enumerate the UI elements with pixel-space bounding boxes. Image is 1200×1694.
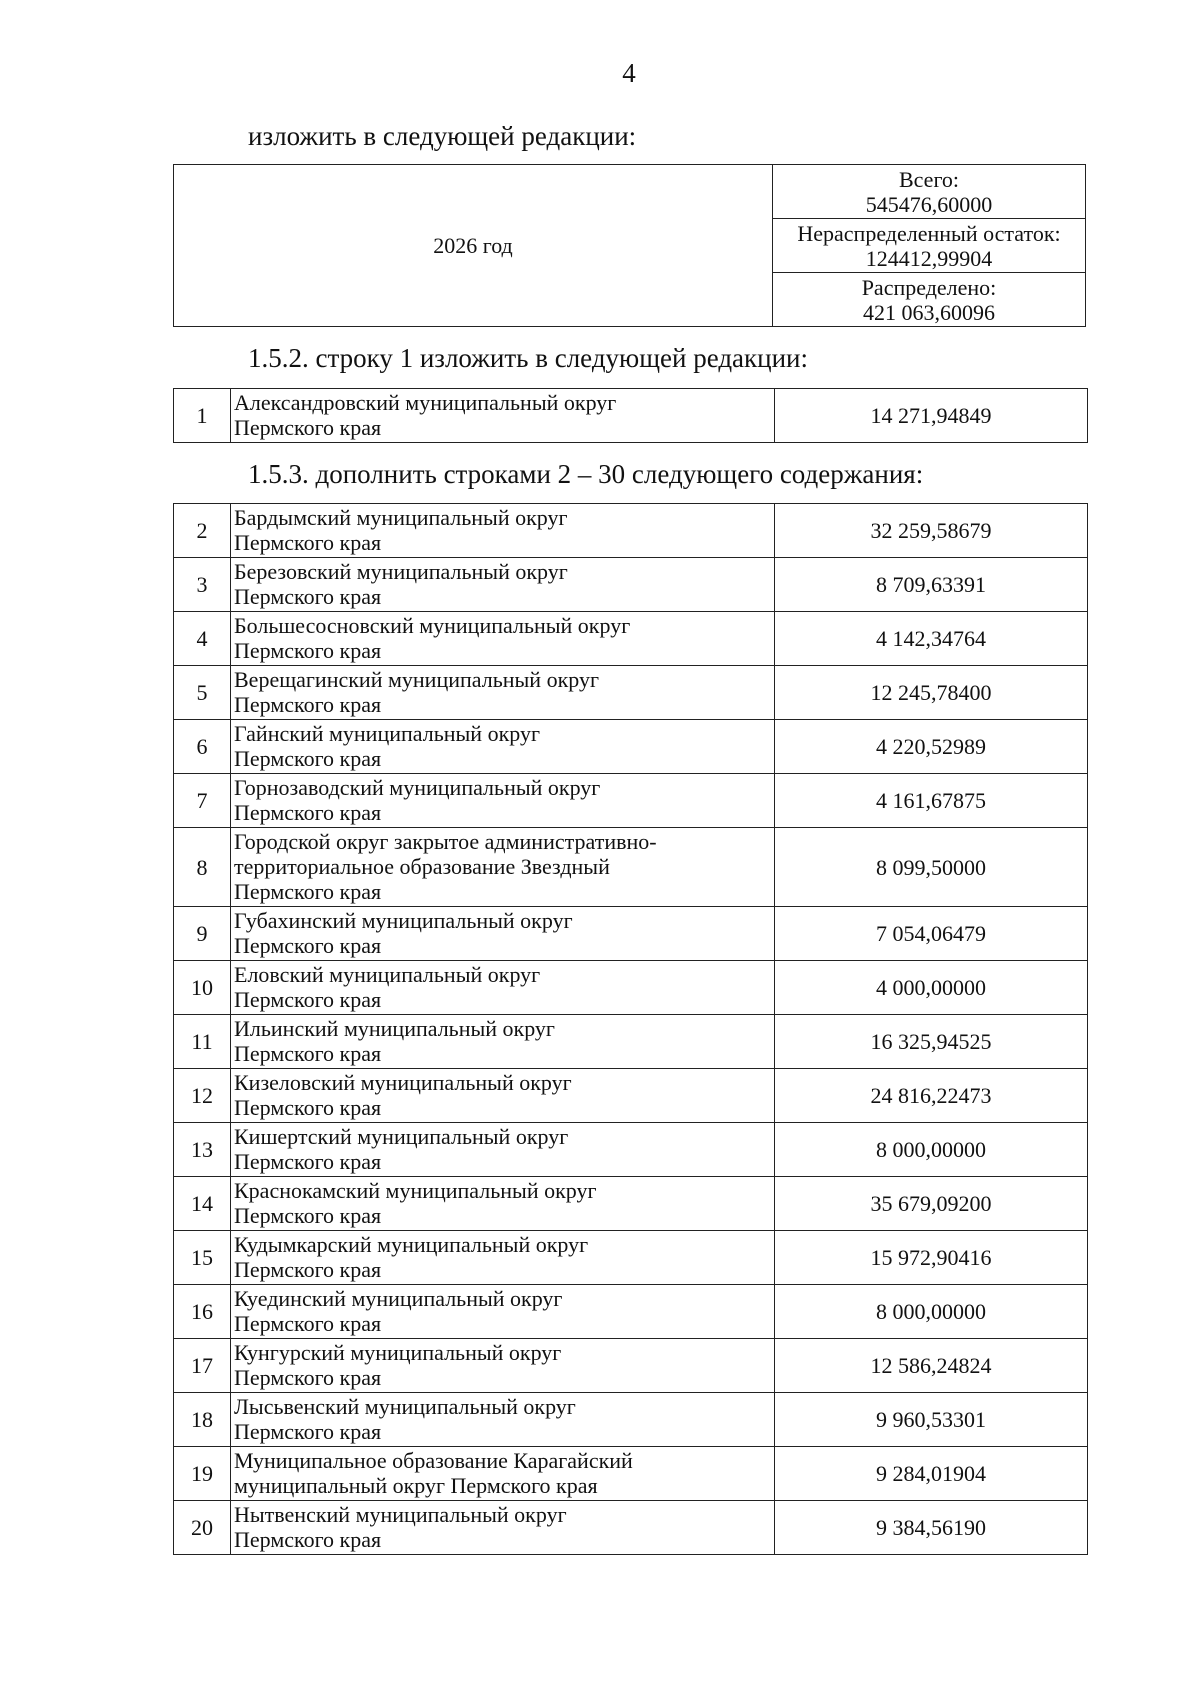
row-number: 20: [174, 1501, 231, 1555]
table-row: [174, 1231, 1088, 1285]
municipality-allocation-table: [173, 503, 1088, 1555]
municipality-name: [231, 1501, 775, 1555]
row-number: 14: [174, 1177, 231, 1231]
row-number: 6: [174, 720, 231, 774]
name-line: Пермского края: [234, 1202, 382, 1228]
table-row: [174, 1501, 1088, 1555]
name-line: Городской округ закрытое административно-: [234, 828, 657, 854]
distributed-label: Распределено:: [861, 274, 997, 300]
name-line: муниципальный округ Пермского края: [234, 1472, 598, 1498]
amount-cell: 9 284,01904: [775, 1447, 1088, 1501]
table-row: [174, 1177, 1088, 1231]
name-line: Нытвенский муниципальный округ: [234, 1501, 567, 1527]
row-number: 4: [174, 612, 231, 666]
name-line: Пермского края: [234, 1418, 382, 1444]
municipality-name: [231, 961, 775, 1015]
amount-cell: 32 259,58679: [775, 504, 1088, 558]
table-row: [174, 907, 1088, 961]
table-row: [174, 1015, 1088, 1069]
table-row: [174, 720, 1088, 774]
amount-cell: 4 220,52989: [775, 720, 1088, 774]
amount-cell: 8 099,50000: [775, 828, 1088, 907]
total-label: Всего:: [898, 166, 960, 192]
municipality-name: [231, 1069, 775, 1123]
row-1-table: [173, 388, 1088, 443]
row-number: 8: [174, 828, 231, 907]
municipality-name: [231, 774, 775, 828]
undistributed-cell: [773, 219, 1086, 273]
name-line: Пермского края: [234, 1148, 382, 1174]
amount-cell: 16 325,94525: [775, 1015, 1088, 1069]
table-row: [174, 1339, 1088, 1393]
name-line: Губахинский муниципальный округ: [234, 907, 573, 933]
row-number: 2: [174, 504, 231, 558]
name-line: Пермского края: [234, 1040, 382, 1066]
municipality-name: [231, 828, 775, 907]
table-row: [174, 774, 1088, 828]
total-value: 545476,60000: [865, 191, 993, 217]
name-line: Пермского края: [234, 414, 382, 440]
table-row: [174, 1447, 1088, 1501]
row-number: 3: [174, 558, 231, 612]
name-line: Гайнский муниципальный округ: [234, 720, 540, 746]
amount-cell: 4 142,34764: [775, 612, 1088, 666]
year-cell: 2026 год: [174, 165, 773, 327]
municipality-name: [231, 1447, 775, 1501]
name-line: Еловский муниципальный округ: [234, 961, 541, 987]
amount-cell: 24 816,22473: [775, 1069, 1088, 1123]
name-line: Пермского края: [234, 799, 382, 825]
name-line: Бардымский муниципальный округ: [234, 504, 568, 530]
municipality-name: [231, 1393, 775, 1447]
distributed-cell: [773, 273, 1086, 327]
municipality-name: [231, 1123, 775, 1177]
row-number: 18: [174, 1393, 231, 1447]
name-line: Александровский муниципальный округ: [234, 389, 617, 415]
row-number: 16: [174, 1285, 231, 1339]
name-line: Пермского края: [234, 583, 382, 609]
name-line: Пермского края: [234, 986, 382, 1012]
amount-cell: 7 054,06479: [775, 907, 1088, 961]
name-line: территориальное образование Звездный: [234, 853, 610, 879]
municipality-name: [231, 720, 775, 774]
row-number: 15: [174, 1231, 231, 1285]
row-number: 11: [174, 1015, 231, 1069]
total-cell: [773, 165, 1086, 219]
municipality-name: [231, 666, 775, 720]
table-row: [174, 961, 1088, 1015]
municipality-name: [231, 558, 775, 612]
row-number: 10: [174, 961, 231, 1015]
amount-cell: 15 972,90416: [775, 1231, 1088, 1285]
section-153-paragraph: 1.5.3. дополнить строками 2 – 30 следующего содержания:: [248, 459, 924, 489]
municipality-name: [231, 907, 775, 961]
table-row: [174, 828, 1088, 907]
name-line: Пермского края: [234, 1094, 382, 1120]
name-line: Ильинский муниципальный округ: [234, 1015, 555, 1041]
amount-cell: 8 000,00000: [775, 1285, 1088, 1339]
name-line: Пермского края: [234, 1364, 382, 1390]
name-line: Кизеловский муниципальный округ: [234, 1069, 572, 1095]
amount-cell: 9 960,53301: [775, 1393, 1088, 1447]
amount-cell: 12 586,24824: [775, 1339, 1088, 1393]
municipality-name: [231, 389, 775, 443]
name-line: Пермского края: [234, 932, 382, 958]
row-number: 17: [174, 1339, 231, 1393]
municipality-name: [231, 1015, 775, 1069]
amount-cell: 8 000,00000: [775, 1123, 1088, 1177]
row-number: 13: [174, 1123, 231, 1177]
table-row: [174, 1123, 1088, 1177]
name-line: Пермского края: [234, 878, 382, 904]
name-line: Березовский муниципальный округ: [234, 558, 568, 584]
page-number: 4: [622, 58, 636, 88]
row-number: 7: [174, 774, 231, 828]
row-number: 19: [174, 1447, 231, 1501]
name-line: Пермского края: [234, 745, 382, 771]
table-row: [174, 1285, 1088, 1339]
table-row: [174, 504, 1088, 558]
table-row: [174, 558, 1088, 612]
name-line: Пермского края: [234, 529, 382, 555]
row-number: 9: [174, 907, 231, 961]
amount-cell: 12 245,78400: [775, 666, 1088, 720]
amount-cell: 35 679,09200: [775, 1177, 1088, 1231]
amount-cell: 14 271,94849: [775, 389, 1088, 443]
amount-cell: 8 709,63391: [775, 558, 1088, 612]
name-line: Куединский муниципальный округ: [234, 1285, 563, 1311]
funding-summary-table: [173, 164, 1086, 327]
municipality-name: [231, 1339, 775, 1393]
name-line: Пермского края: [234, 1526, 382, 1552]
undistributed-label: Нераспределенный остаток:: [797, 220, 1061, 246]
name-line: Кишертский муниципальный округ: [234, 1123, 569, 1149]
name-line: Краснокамский муниципальный округ: [234, 1177, 597, 1203]
municipality-name: [231, 1285, 775, 1339]
name-line: Горнозаводский муниципальный округ: [234, 774, 601, 800]
table-row: [174, 612, 1088, 666]
undistributed-value: 124412,99904: [865, 245, 993, 271]
name-line: Верещагинский муниципальный округ: [234, 666, 599, 692]
name-line: Пермского края: [234, 691, 382, 717]
row-number: 12: [174, 1069, 231, 1123]
section-152-paragraph: 1.5.2. строку 1 изложить в следующей редакции:: [248, 343, 809, 373]
municipality-name: [231, 504, 775, 558]
intro-paragraph: изложить в следующей редакции:: [248, 121, 637, 151]
distributed-value: 421 063,60096: [863, 299, 995, 325]
municipality-name: [231, 1177, 775, 1231]
municipality-name: [231, 1231, 775, 1285]
row-number: 5: [174, 666, 231, 720]
name-line: Большесосновский муниципальный округ: [234, 612, 631, 638]
row-number: 1: [174, 389, 231, 443]
amount-cell: 4 161,67875: [775, 774, 1088, 828]
name-line: Пермского края: [234, 1310, 382, 1336]
table-row: [174, 389, 1088, 443]
table-row: [174, 1069, 1088, 1123]
name-line: Пермского края: [234, 1256, 382, 1282]
name-line: Кунгурский муниципальный округ: [234, 1339, 562, 1365]
name-line: Пермского края: [234, 637, 382, 663]
name-line: Лысьвенский муниципальный округ: [234, 1393, 576, 1419]
name-line: Кудымкарский муниципальный округ: [234, 1231, 589, 1257]
table-row: [174, 666, 1088, 720]
amount-cell: 9 384,56190: [775, 1501, 1088, 1555]
municipality-name: [231, 612, 775, 666]
amount-cell: 4 000,00000: [775, 961, 1088, 1015]
name-line: Муниципальное образование Карагайский: [234, 1447, 633, 1473]
table-row: [174, 1393, 1088, 1447]
